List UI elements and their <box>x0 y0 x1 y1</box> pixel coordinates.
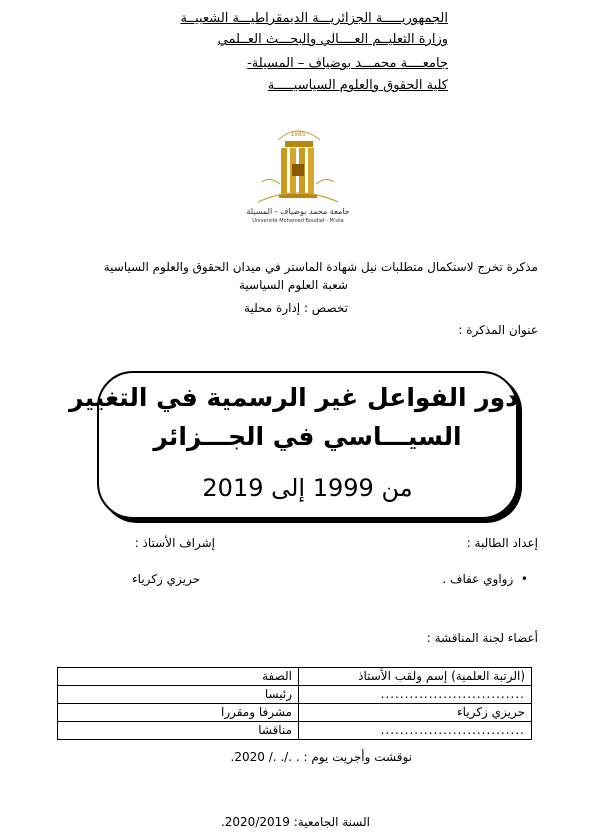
thesis-title-line2: السيـــاسي في الجـــزائر <box>153 422 462 451</box>
faculty-header: كلية الحقوق والعلوم السياسيـــــة <box>267 78 448 93</box>
jury-header-role: الصفة <box>58 668 299 686</box>
jury-header-name: (الرتبة العلمية) إسم ولقب الأستاذ <box>299 668 532 686</box>
logo-latin-caption: Université Mohamed Boudiaf - M'sila <box>252 218 344 224</box>
jury-table <box>57 667 532 740</box>
table-row <box>58 686 532 704</box>
table-row <box>58 722 532 740</box>
student-label: إعداد الطالبة : <box>466 536 538 550</box>
academic-year: السنة الجامعية: 2020/2019. <box>220 815 370 829</box>
thesis-title-period: من 1999 إلى 2019 <box>202 474 413 502</box>
thesis-title-line1: دور الفواعل غير الرسمية في التغيير <box>69 383 518 412</box>
student-name: زواوي عفاف . <box>442 572 514 586</box>
university-header: جامعــــة محمـــد بوضياف – المسيلة- <box>247 56 448 71</box>
student-name-item <box>442 571 528 587</box>
jury-label: أعضاء لجنة المناقشة : <box>426 631 538 645</box>
title-label: عنوان المذكرة : <box>458 323 538 337</box>
republic-header: الجمهوريـــــة الجزائريـــة الديمقراطيـــة الشعبيــة <box>180 11 448 26</box>
jury-table-header <box>58 668 532 686</box>
supervisor-name: حريزي زكرياء <box>132 572 200 586</box>
thesis-branch: شعبة العلوم السياسية <box>239 278 348 292</box>
thesis-intro: مذكرة تخرج لاستكمال متطلبات نيل شهادة الماستر في ميدان الحقوق والعلوم السياسية <box>103 260 538 274</box>
supervisor-label: إشراف الأستاذ : <box>134 536 215 550</box>
bullet-icon: • <box>513 572 528 586</box>
jury-name-cell: .............................. <box>299 722 532 740</box>
logo-year: 1985 <box>290 131 306 138</box>
jury-role-cell: مناقشا <box>58 722 299 740</box>
jury-name-cell: .............................. <box>299 686 532 704</box>
ministry-header: وزارة التعليــم العــــالي والبحـــث العــلمي <box>217 32 448 47</box>
jury-name-cell: حريزي زكرياء <box>299 704 532 722</box>
jury-role-cell: مشرفا ومقررا <box>58 704 299 722</box>
defense-date: نوقشت وأجريت يوم : . ./. ./ 2020. <box>230 750 412 764</box>
thesis-specialty: تخصص : إدارة محلية <box>244 301 348 315</box>
table-row <box>58 704 532 722</box>
jury-role-cell: رئيسا <box>58 686 299 704</box>
logo-arabic-caption: جامعة محمد بوضياف - المسيلة <box>246 207 350 216</box>
